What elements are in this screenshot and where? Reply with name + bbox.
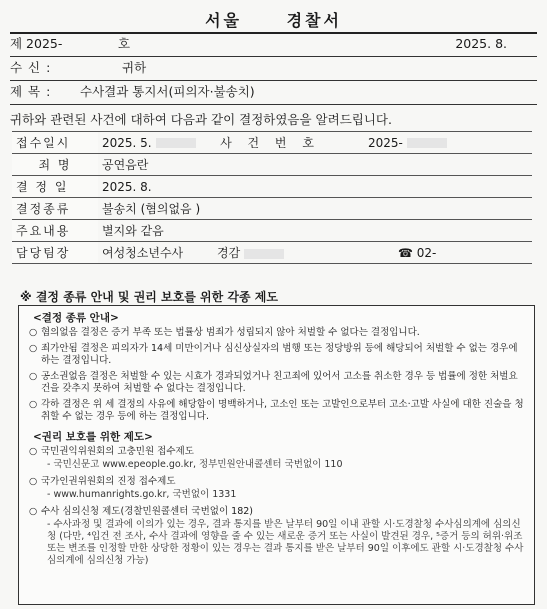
list-item: ○ 혐의없음 결정은 증거 부족 또는 법률상 범죄가 성립되지 않아 처벌할 수 없다는 결정입니다. (29, 327, 420, 338)
guide-section2-title: <권리 보호를 위한 제도> (33, 431, 153, 443)
list-item: ○ 국가인권위원회의 진정 접수제도 (29, 476, 176, 487)
decision-type-label: 결정종류 (12, 198, 98, 220)
main-content-value: 별지와 같음 (102, 224, 164, 238)
case-info-table (12, 131, 532, 264)
table-row (12, 242, 532, 264)
title-left: 서울 (205, 11, 242, 30)
decision-date-label: 결 정 일 (12, 176, 98, 198)
received-value: 2025. 5. (98, 132, 216, 154)
list-item-detail: - 수사과정 및 결과에 이의가 있는 경우, 결과 통지를 받은 날부터 90일 이내 관할 시·도경찰청 수사심의계에 심의신청 (다만, ⁴입건 전 조사, 수사 결과에 영향을 줄 수 있는 새로운 증거 또는 사실이 발견된 경우, ⁵증거 등의 허위·위조 또는 변조를 인정할 만한 상당한 정황이 있는 경우는 결과 통지를 받은 날부터 90일 이후에도 관할 시·도경찰청 수사심의계에 심의신청 가능) (47, 519, 524, 566)
list-item-detail: - 국민신문고 www.epeople.go.kr, 정부민원안내콜센터 국번없이 110 (47, 459, 343, 470)
list-item: ○ 수사 심의신청 제도(경찰민원콜센터 국번없이 182) (29, 506, 253, 517)
list-item: ○ 공소권없음 결정은 처벌할 수 있는 시효가 경과되었거나 친고죄에 있어서 고소를 취소한 경우 등 법률에 정한 처벌요건을 갖추지 못하여 처벌할 수 없다는 결정입니다. (29, 371, 518, 394)
doc-number-row (10, 34, 537, 54)
guide-box (18, 305, 535, 605)
team-label: 담당팀장 (12, 242, 98, 264)
guide-section1-title: <결정 종류 안내> (33, 312, 119, 324)
table-row (12, 198, 532, 220)
case-no-value: 2025- (324, 132, 532, 154)
notice-title: ※ 결정 종류 안내 및 권리 보호를 위한 각종 제도 (20, 290, 278, 304)
rank-value: 경감 (216, 246, 241, 260)
header-rule-2 (10, 80, 537, 81)
table-row (12, 176, 532, 198)
list-item-detail: - www.humanrights.go.kr, 국번없이 1331 (47, 489, 237, 500)
main-content-label: 주요내용 (12, 220, 98, 242)
decision-type-value: 불송치 (혐의없음 ) (102, 202, 201, 216)
table-row (12, 132, 532, 154)
team-value-cell (98, 242, 532, 264)
doc-date: 2025. 8. (455, 36, 507, 51)
header-rule-1 (10, 56, 537, 57)
table-row (12, 154, 532, 176)
recipient-row (10, 58, 537, 78)
header-rule-3 (10, 104, 537, 105)
intro-text: 귀하와 관련된 사건에 대하여 다음과 같이 결정하였음을 알려드립니다. (10, 112, 392, 127)
decision-date-value: 2025. 8. (102, 179, 152, 194)
subject-label: 제 목 : (10, 84, 52, 99)
doc-number-suffix: 호 (118, 36, 131, 51)
list-item: ○ 국민권익위원회의 고충민원 접수제도 (29, 446, 194, 457)
charge-label: 죄 명 (12, 154, 98, 176)
recipient-value: 귀하 (122, 60, 147, 75)
table-row (12, 220, 532, 242)
doc-number: 제 2025- (10, 36, 63, 51)
list-item: ○ 죄가안됨 결정은 피의자가 14세 미만이거나 심신상실자의 범행 또는 정당방위 등에 해당되어 처벌할 수 없는 경우에 하는 결정입니다. (29, 343, 518, 366)
received-label: 접수일시 (12, 132, 98, 154)
subject-value: 수사결과 통지서(피의자·불송치) (80, 84, 255, 99)
case-no-label: 사 건 번 호 (220, 136, 320, 150)
document-title (0, 8, 547, 31)
recipient-label: 수 신 : (10, 60, 52, 75)
phone-number: ☎ 02- (398, 246, 437, 260)
subject-row (10, 82, 537, 102)
title-right: 경찰서 (286, 11, 342, 30)
charge-value: 공연음란 (102, 158, 149, 172)
team-value: 여성청소년수사 (102, 246, 184, 260)
list-item: ○ 각하 결정은 위 세 결정의 사유에 해당함이 명백하거나, 고소인 또는 고발인으로부터 고소·고발 사실에 대한 진술을 청취할 수 없는 경우 등에 하는 결정입니다. (29, 399, 524, 422)
